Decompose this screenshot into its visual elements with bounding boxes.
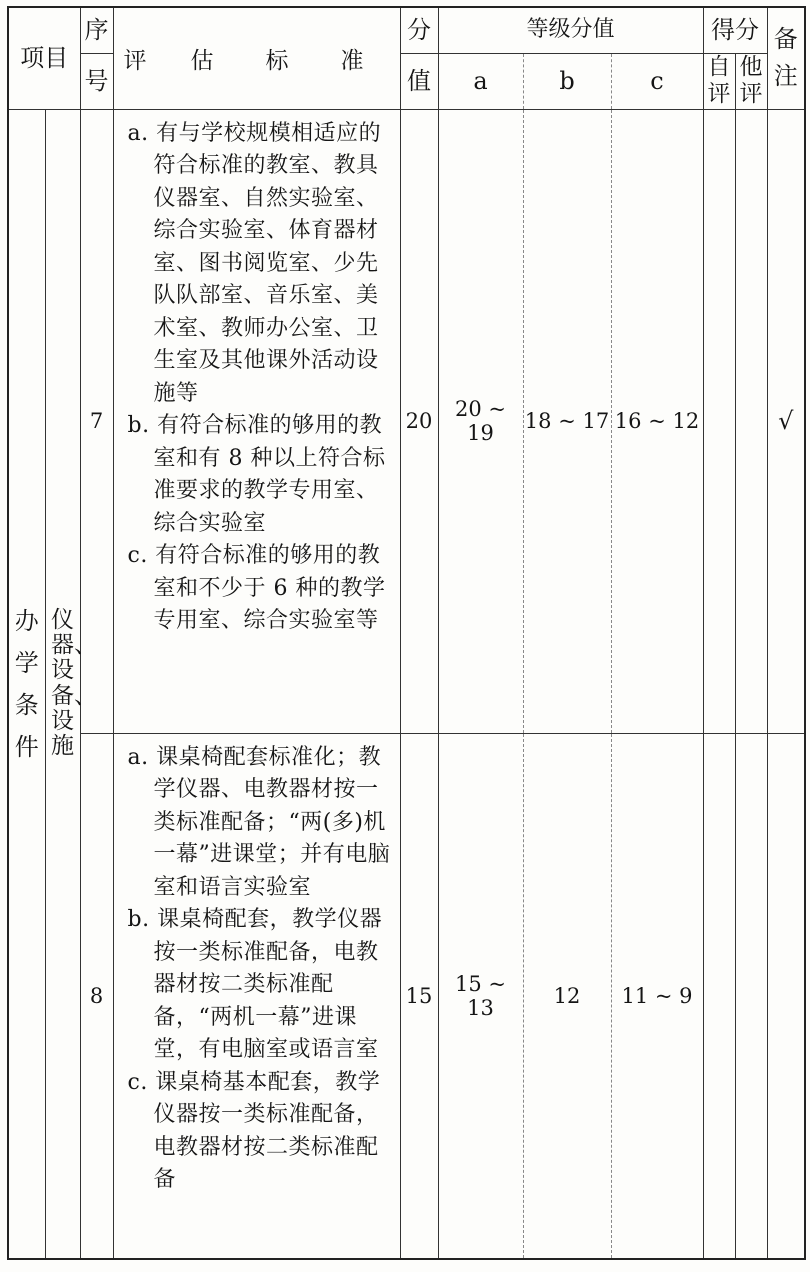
header-score-top: 分 (400, 7, 438, 53)
remark-cell (767, 733, 805, 1259)
self-eval-cell (703, 733, 735, 1259)
grade-a-cell: 20 ~ 19 (438, 109, 523, 733)
criteria-cell (113, 733, 400, 1259)
self-eval-cell (703, 109, 735, 733)
header-project: 项目 (8, 7, 80, 109)
seq-cell: 7 (80, 109, 113, 733)
subcategory-cell: 仪器、设备、设施 (45, 109, 80, 1259)
grade-c-cell: 11 ~ 9 (611, 733, 703, 1259)
header-grade-c: c (611, 53, 703, 109)
header-other-eval: 他评 (735, 53, 767, 109)
grade-a-cell: 15 ~ 13 (438, 733, 523, 1259)
criteria-item: a. 有与学校规模相适应的符合标准的教室、教具仪器室、自然实验室、综合实验室、体育器材室、图书阅览室、少先队队部室、音乐室、美术室、教师办公室、卫生室及其他课外活动设施等 (127, 120, 382, 406)
score-cell: 20 (400, 109, 438, 733)
category-cell: 办学条件 (8, 109, 45, 1259)
criteria-item: a. 课桌椅配套标准化；教学仪器、电教器材按一类标准配备；“两(多)机一幕”进课堂；并有电脑室和语言实验室 (127, 744, 391, 900)
grade-b-cell: 18 ~ 17 (523, 109, 611, 733)
other-eval-cell (735, 733, 767, 1259)
header-self-eval: 自评 (703, 53, 735, 109)
evaluation-table (7, 6, 806, 1260)
criteria-cell (113, 109, 400, 733)
grade-c-cell: 16 ~ 12 (611, 109, 703, 733)
table-row (8, 109, 805, 733)
grade-b-cell: 12 (523, 733, 611, 1259)
header-score-bottom: 值 (400, 53, 438, 109)
header-criteria: 评 估 标 准 (113, 7, 400, 109)
criteria-item: b. 课桌椅配套，教学仪器按一类标准配备，电教器材按二类标准配备，“两机一幕”进课堂，有电脑室或语言室 (127, 907, 383, 1062)
header-seq-top: 序 (80, 7, 113, 53)
criteria-item: c. 课桌椅基本配套，教学仪器按一类标准配备，电教器材按二类标准配备 (127, 1069, 381, 1192)
score-cell: 15 (400, 733, 438, 1259)
header-seq-bottom: 号 (80, 53, 113, 109)
other-eval-cell (735, 109, 767, 733)
seq-cell: 8 (80, 733, 113, 1259)
header-grade-values: 等级分值 (438, 7, 703, 53)
header-obtained: 得分 (703, 7, 767, 53)
check-mark-icon: √ (778, 407, 794, 435)
criteria-item: c. 有符合标准的够用的教室和不少于 6 种的教学专用室、综合实验室等 (127, 543, 386, 633)
criteria-item: b. 有符合标准的够用的教室和有 8 种以上符合标准要求的教学专用室、综合实验室 (127, 413, 386, 536)
remark-cell (767, 109, 805, 733)
header-grade-a: a (438, 53, 523, 109)
table-row (8, 733, 805, 1259)
header-grade-b: b (523, 53, 611, 109)
header-row-1 (8, 7, 805, 53)
header-remarks: 备注 (767, 7, 805, 109)
